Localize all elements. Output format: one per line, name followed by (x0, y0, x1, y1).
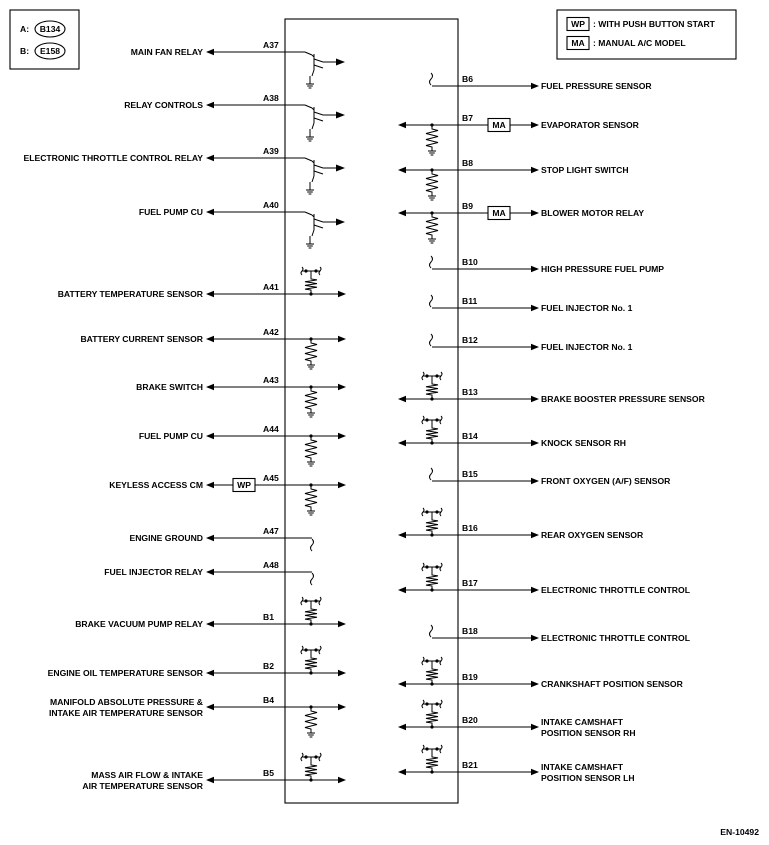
pin-number: B12 (462, 335, 478, 345)
resistor-icon (305, 654, 317, 673)
terminal-b14 (398, 416, 626, 448)
legend-badge: WP (571, 19, 585, 29)
resistor-icon (426, 213, 438, 239)
arrow-left-icon (398, 210, 406, 216)
terminal-b4 (49, 695, 346, 737)
arrow-left-icon (398, 724, 406, 730)
shield-icon (422, 563, 442, 571)
arrow-right-icon (531, 681, 539, 687)
arrow-left-icon (398, 122, 406, 128)
arrow-right-icon (531, 210, 539, 216)
arrow-right-icon (531, 344, 539, 350)
terminal-label: EVAPORATOR SENSOR (541, 120, 639, 130)
connector-legend (10, 10, 79, 69)
terminal-label: ELECTRONIC THROTTLE CONTROL RELAY (23, 153, 203, 163)
arrow-left-icon (398, 587, 406, 593)
model-badge (488, 119, 510, 132)
arrow-left-icon (206, 155, 214, 161)
pin-number: B1 (263, 612, 274, 622)
arrow-right-icon (531, 635, 539, 641)
pin-number: B17 (462, 578, 478, 588)
legend-text: : WITH PUSH BUTTON START (593, 19, 715, 29)
pin-number: B11 (462, 296, 478, 306)
shield-icon (422, 657, 442, 665)
wire-break-icon (430, 334, 433, 346)
badge-label: MA (492, 208, 506, 218)
arrow-left-icon (206, 482, 214, 488)
terminal-label: POSITION SENSOR RH (541, 728, 636, 738)
terminal-label: FUEL INJECTOR No. 1 (541, 342, 633, 352)
arrow-left-icon (206, 102, 214, 108)
arrow-right-icon (338, 777, 346, 783)
shield-icon (422, 700, 442, 708)
pin-number: B19 (462, 672, 478, 682)
ground-icon (307, 413, 315, 417)
wire-break-icon (311, 573, 314, 585)
legend-badge: MA (571, 38, 585, 48)
arrow-right-icon (531, 587, 539, 593)
arrow-right-icon (338, 336, 346, 342)
terminal-a48 (104, 560, 313, 585)
arrow-right-icon (531, 83, 539, 89)
pin-number: B7 (462, 113, 473, 123)
terminal-label: FUEL INJECTOR RELAY (104, 567, 203, 577)
terminal-label: BATTERY CURRENT SENSOR (80, 334, 203, 344)
terminal-a45 (109, 473, 346, 515)
pin-number: A42 (263, 327, 279, 337)
terminal-b10 (430, 256, 665, 274)
wire-break-icon (430, 625, 433, 637)
pin-number: A41 (263, 282, 279, 292)
arrow-left-icon (206, 704, 214, 710)
arrow-right-icon (338, 384, 346, 390)
terminal-label: FUEL INJECTOR No. 1 (541, 303, 633, 313)
terminal-label: KNOCK SENSOR RH (541, 438, 626, 448)
terminal-label: FRONT OXYGEN (A/F) SENSOR (541, 476, 671, 486)
badge-label: MA (492, 120, 506, 130)
arrow-left-icon (206, 433, 214, 439)
terminal-b7 (398, 113, 640, 155)
badge-label: WP (237, 480, 251, 490)
wire-break-icon (430, 73, 433, 85)
terminal-label: REAR OXYGEN SENSOR (541, 530, 644, 540)
arrow-right-icon (531, 122, 539, 128)
terminal-a44 (139, 424, 346, 466)
resistor-icon (426, 380, 438, 399)
arrow-left-icon (206, 336, 214, 342)
arrow-left-icon (398, 532, 406, 538)
terminal-a37 (131, 40, 345, 88)
terminal-b13 (398, 372, 706, 404)
arrow-right-icon (338, 621, 346, 627)
arrow-right-icon (531, 305, 539, 311)
terminal-label: INTAKE CAMSHAFT (541, 762, 623, 772)
arrow-left-icon (398, 440, 406, 446)
terminal-label: RELAY CONTROLS (124, 100, 203, 110)
terminal-label: KEYLESS ACCESS CM (109, 480, 203, 490)
terminal-label: POSITION SENSOR LH (541, 773, 635, 783)
terminal-label: BLOWER MOTOR RELAY (541, 208, 645, 218)
arrow-right-icon (338, 433, 346, 439)
terminal-a39 (23, 146, 345, 194)
resistor-icon (305, 436, 317, 462)
pin-number: B10 (462, 257, 478, 267)
pin-number: A47 (263, 526, 279, 536)
resistor-icon (305, 605, 317, 624)
arrow-left-icon (206, 291, 214, 297)
wire-break-icon (430, 468, 433, 480)
note-legend (557, 10, 736, 59)
connector-letter: A: (20, 24, 30, 34)
pin-number: A48 (263, 560, 279, 570)
pin-number: A45 (263, 473, 279, 483)
arrow-left-icon (398, 396, 406, 402)
arrow-left-icon (398, 681, 406, 687)
arrow-right-icon (531, 532, 539, 538)
shield-icon (301, 753, 321, 761)
arrow-right-icon (531, 478, 539, 484)
ground-icon (428, 196, 436, 200)
resistor-icon (305, 761, 317, 780)
arrow-right-icon (338, 670, 346, 676)
pin-number: A38 (263, 93, 279, 103)
resistor-icon (305, 275, 317, 294)
shield-icon (422, 372, 442, 380)
terminal-b9 (398, 201, 644, 243)
shield-icon (422, 416, 442, 424)
arrow-right-icon (338, 704, 346, 710)
terminal-b1 (75, 597, 346, 629)
ground-icon (306, 244, 314, 248)
pin-number: A40 (263, 200, 279, 210)
pin-number: A39 (263, 146, 279, 156)
pin-number: A43 (263, 375, 279, 385)
arrow-right-icon (338, 482, 346, 488)
pin-number: B15 (462, 469, 478, 479)
terminal-a41 (58, 267, 346, 299)
ground-icon (307, 511, 315, 515)
terminal-a38 (124, 93, 345, 141)
arrow-right-icon (531, 167, 539, 173)
arrow-left-icon (206, 209, 214, 215)
resistor-icon (305, 387, 317, 413)
resistor-icon (305, 707, 317, 733)
ground-icon (306, 84, 314, 88)
wire-break-icon (311, 539, 314, 551)
terminal-label: MASS AIR FLOW & INTAKE (91, 770, 203, 780)
terminal-label: FUEL PRESSURE SENSOR (541, 81, 652, 91)
arrow-left-icon (398, 167, 406, 173)
arrow-left-icon (206, 621, 214, 627)
terminal-b11 (430, 295, 633, 313)
shield-icon (422, 508, 442, 516)
pin-number: B14 (462, 431, 478, 441)
terminal-label: ELECTRONIC THROTTLE CONTROL (541, 633, 690, 643)
resistor-icon (426, 708, 438, 727)
terminal-label: CRANKSHAFT POSITION SENSOR (541, 679, 683, 689)
pin-number: B20 (462, 715, 478, 725)
pin-number: B18 (462, 626, 478, 636)
shield-icon (301, 267, 321, 275)
terminal-b15 (430, 468, 672, 486)
terminal-label: MAIN FAN RELAY (130, 47, 203, 57)
arrow-left-icon (206, 777, 214, 783)
arrow-right-icon (531, 724, 539, 730)
wire-break-icon (430, 256, 433, 268)
terminal-b5 (82, 753, 346, 791)
ground-icon (307, 365, 315, 369)
resistor-icon (305, 485, 317, 511)
resistor-icon (426, 170, 438, 196)
terminal-label: HIGH PRESSURE FUEL PUMP (541, 264, 665, 274)
model-badge (488, 207, 510, 220)
shield-icon (422, 745, 442, 753)
terminal-b8 (398, 158, 629, 200)
resistor-icon (426, 665, 438, 684)
ground-icon (307, 733, 315, 737)
terminal-b20 (398, 700, 636, 738)
terminal-b21 (398, 745, 635, 783)
ground-icon (306, 137, 314, 141)
terminal-label: AIR TEMPERATURE SENSOR (82, 781, 203, 791)
pin-number: A37 (263, 40, 279, 50)
connector-code: E158 (39, 46, 61, 56)
terminal-a42 (80, 327, 346, 369)
figure-id: EN-10492 (720, 827, 759, 837)
terminal-b16 (398, 508, 644, 540)
resistor-icon (426, 516, 438, 535)
model-badge (233, 479, 255, 492)
pin-number: B6 (462, 74, 473, 84)
ground-icon (428, 239, 436, 243)
terminal-label: ENGINE GROUND (129, 533, 203, 543)
pin-number: B2 (263, 661, 274, 671)
terminal-label: BATTERY TEMPERATURE SENSOR (57, 289, 203, 299)
pin-number: B5 (263, 768, 274, 778)
shield-icon (301, 597, 321, 605)
terminal-label: BRAKE SWITCH (136, 382, 203, 392)
connector-letter: B: (20, 46, 30, 56)
ground-icon (306, 190, 314, 194)
terminal-a40 (139, 200, 345, 248)
arrow-right-icon (531, 266, 539, 272)
terminal-b12 (430, 334, 633, 352)
terminal-label: BRAKE BOOSTER PRESSURE SENSOR (541, 394, 705, 404)
terminal-b19 (398, 657, 684, 689)
resistor-icon (426, 753, 438, 772)
pin-number: B8 (462, 158, 473, 168)
arrow-left-icon (206, 569, 214, 575)
terminal-label: INTAKE AIR TEMPERATURE SENSOR (48, 708, 203, 718)
arrow-right-icon (531, 396, 539, 402)
pin-number: B13 (462, 387, 478, 397)
pin-number: B4 (263, 695, 274, 705)
arrow-left-icon (206, 670, 214, 676)
resistor-icon (426, 125, 438, 151)
pin-number: B16 (462, 523, 478, 533)
resistor-icon (426, 571, 438, 590)
arrow-right-icon (531, 769, 539, 775)
resistor-icon (305, 339, 317, 365)
terminal-label: BRAKE VACUUM PUMP RELAY (75, 619, 203, 629)
pin-number: A44 (263, 424, 279, 434)
terminal-b2 (48, 646, 346, 678)
terminal-label: INTAKE CAMSHAFT (541, 717, 623, 727)
terminal-b6 (430, 73, 653, 91)
terminal-b17 (398, 563, 690, 595)
arrow-left-icon (206, 384, 214, 390)
arrow-left-icon (206, 49, 214, 55)
terminal-label: FUEL PUMP CU (138, 431, 203, 441)
arrow-left-icon (398, 769, 406, 775)
terminal-label: MANIFOLD ABSOLUTE PRESSURE & (50, 697, 203, 707)
wire-break-icon (430, 295, 433, 307)
ground-icon (428, 151, 436, 155)
pin-number: B21 (462, 760, 478, 770)
ground-icon (307, 462, 315, 466)
resistor-icon (426, 424, 438, 443)
terminal-a43 (136, 375, 346, 417)
terminal-label: ENGINE OIL TEMPERATURE SENSOR (47, 668, 203, 678)
pin-number: B9 (462, 201, 473, 211)
terminal-label: FUEL PUMP CU (138, 207, 203, 217)
legend-text: : MANUAL A/C MODEL (593, 38, 686, 48)
arrow-right-icon (338, 291, 346, 297)
shield-icon (301, 646, 321, 654)
terminal-label: ELECTRONIC THROTTLE CONTROL (541, 585, 690, 595)
arrow-right-icon (531, 440, 539, 446)
terminal-a47 (129, 526, 313, 551)
arrow-left-icon (206, 535, 214, 541)
connector-code: B134 (39, 24, 61, 34)
terminal-label: STOP LIGHT SWITCH (541, 165, 629, 175)
terminal-b18 (430, 625, 690, 643)
